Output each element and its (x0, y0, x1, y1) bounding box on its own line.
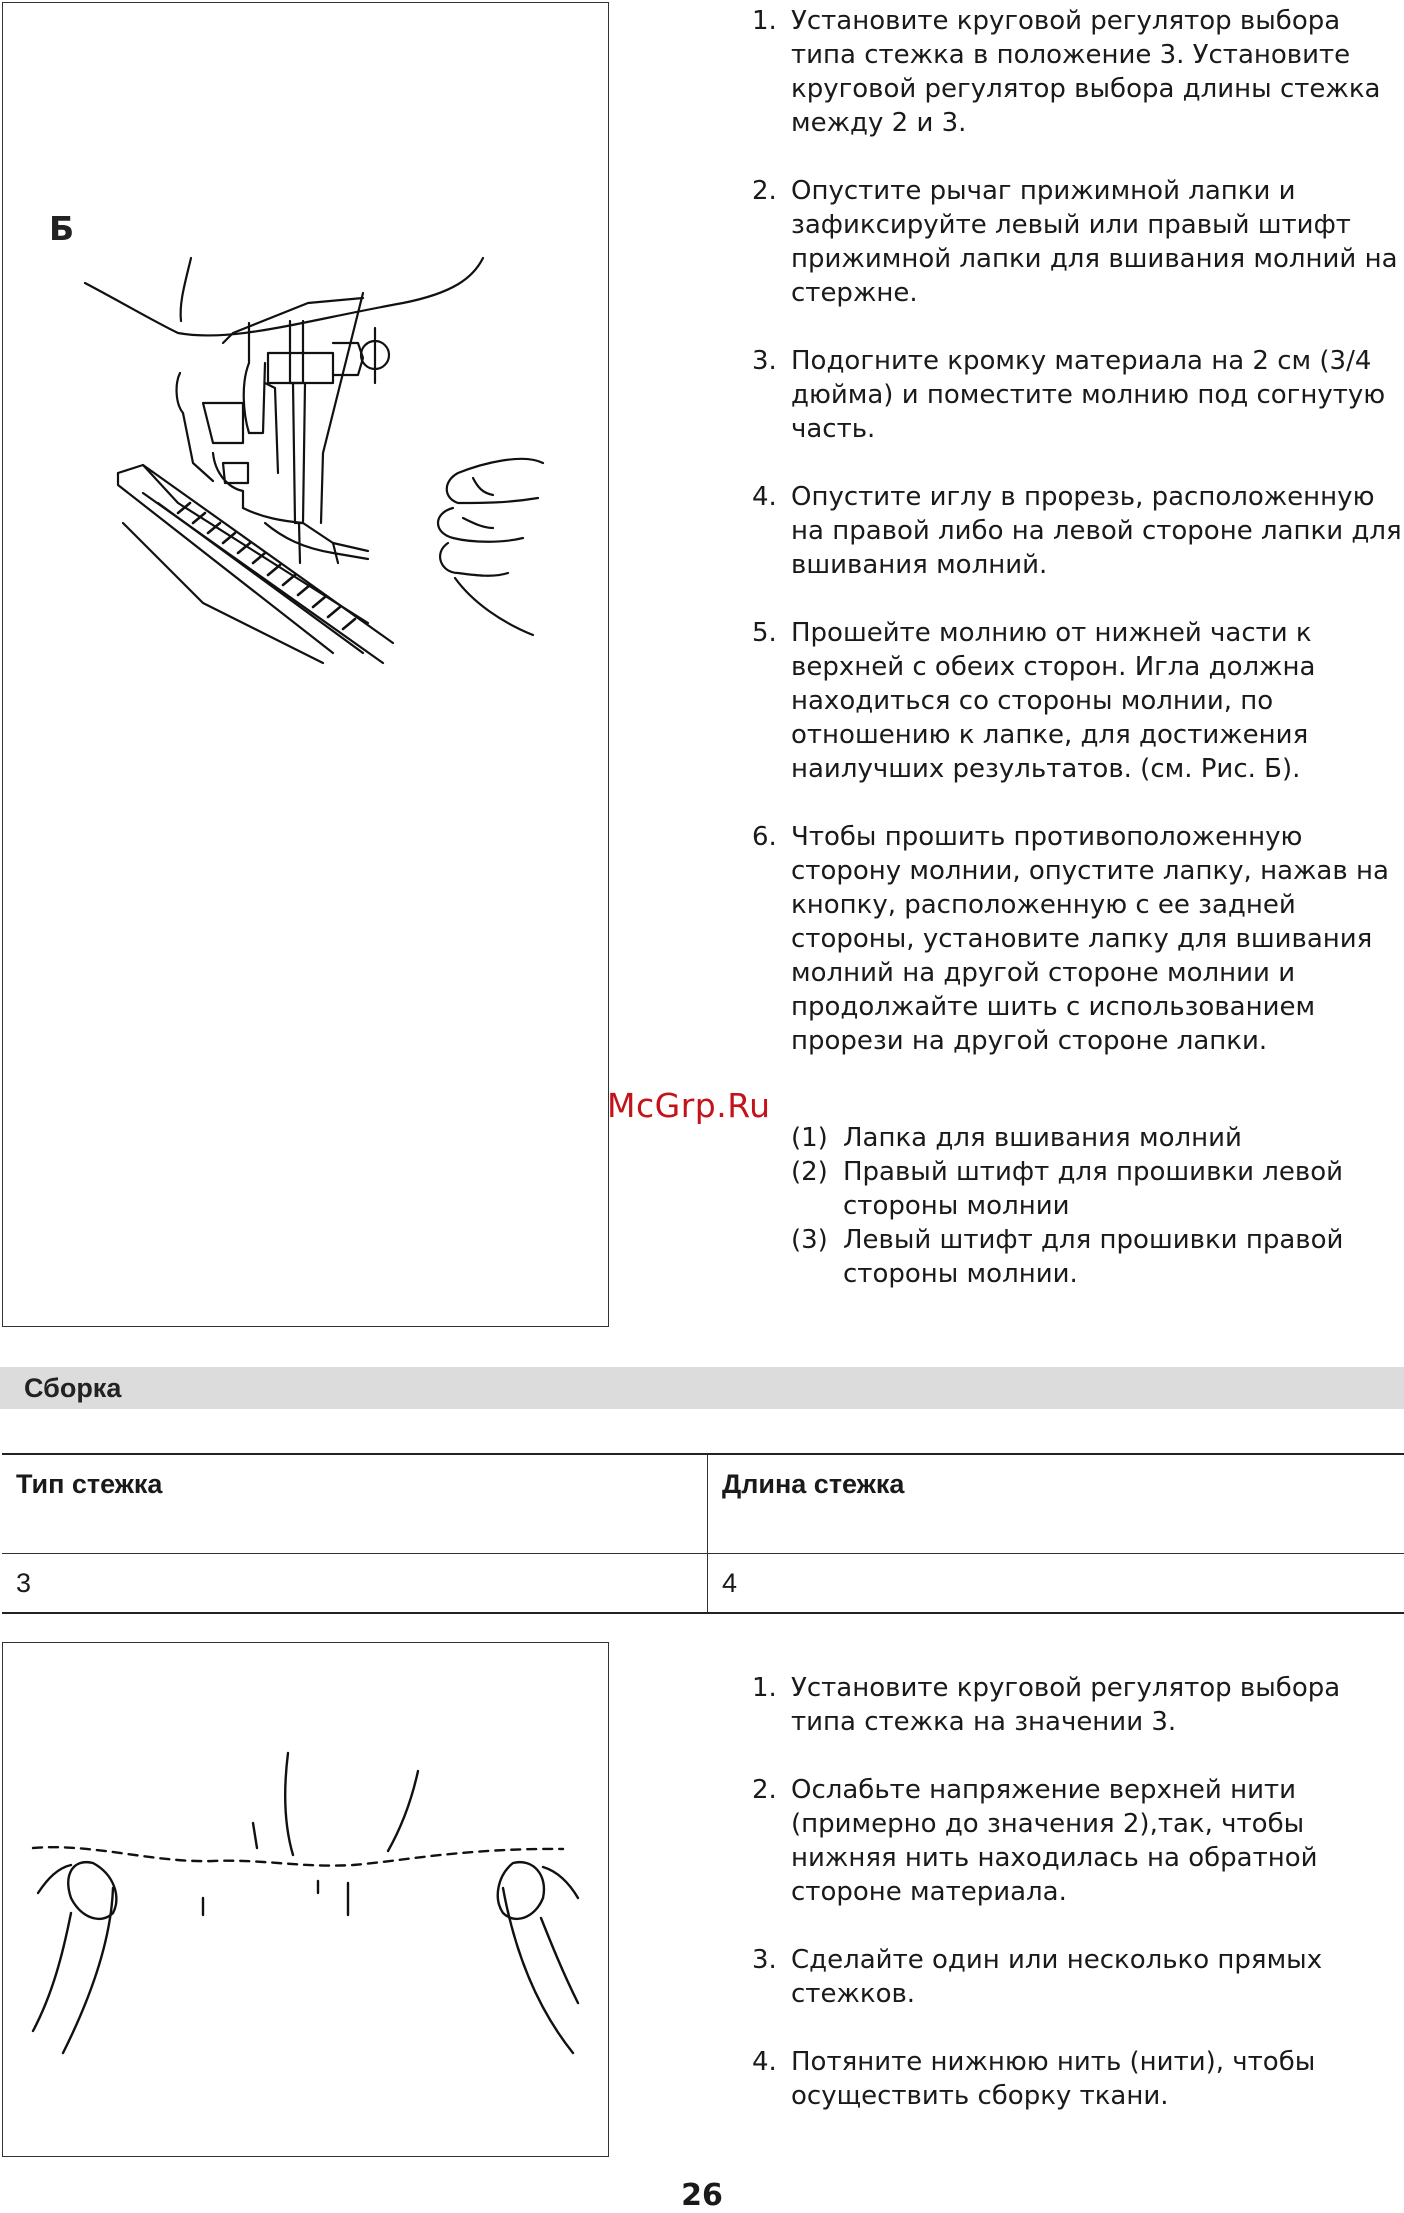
table-header-row (2, 1454, 1404, 1554)
section-header (0, 1367, 1404, 1409)
parts-legend (791, 1121, 1404, 1291)
step-text: Прошейте молнию от нижней части к верхней с обеих сторон. Игла должна находиться со стороны молнии, по отношению к лапке, для достижения наилучших результатов. (см. Рис. Б). (791, 618, 1316, 784)
section-title: Сборка (24, 1373, 122, 1403)
zipper-foot-figure (2, 2, 609, 1327)
page-number: 26 (681, 2178, 723, 2213)
list-item: 6. Чтобы прошить противоположенную сторону молнии, опустите лапку, нажав на кнопку, расположенную с ее задней стороны, установите лапку для вшивания молний на другой стороне молнии и продолжайте шить с использованием прорези на другой стороне лапки. (752, 822, 1389, 1056)
part-item: (2) Правый штифт для прошивки левой стороны молнии (791, 1157, 1344, 1221)
stitch-settings-table (2, 1453, 1404, 1614)
list-item: 4. Опустите иглу в прорезь, расположенную на правой либо на левой стороне лапки для вшивания молний. (752, 482, 1402, 580)
step-text: Сделайте один или несколько прямых стежков. (791, 1945, 1323, 2009)
list-item: 5. Прошейте молнию от нижней части к верхней с обеих сторон. Игла должна находиться со стороны молнии, по отношению к лапке, для достижения наилучших результатов. (см. Рис. Б). (752, 618, 1316, 784)
table-cell: 4 (708, 1554, 1404, 1614)
figure-label: Б (49, 209, 75, 248)
step-text: Потяните нижнюю нить (нити), чтобы осуществить сборку ткани. (791, 2047, 1316, 2111)
table-cell: 3 (2, 1554, 708, 1614)
step-text: Ослабьте напряжение верхней нити (примерно до значения 2),так, чтобы нижняя нить находилась на обратной стороне материала. (791, 1775, 1318, 1907)
list-item: 2. Опустите рычаг прижимной лапки и зафиксируйте левый или правый штифт прижимной лапки для вшивания молний на стержне. (752, 176, 1398, 308)
list-item: 1. Установите круговой регулятор выбора типа стежка в положение 3. Установите круговой регулятор выбора длины стежка между 2 и 3. (752, 6, 1381, 138)
table-row (2, 1554, 1404, 1614)
column-header: Длина стежка (708, 1454, 1404, 1554)
zipper-steps-list (752, 4, 1404, 1092)
part-item: (1) Лапка для вшивания молний (791, 1123, 1242, 1153)
list-item: 1. Установите круговой регулятор выбора типа стежка на значении 3. (752, 1673, 1341, 1737)
list-item: 4. Потяните нижнюю нить (нити), чтобы осуществить сборку ткани. (752, 2047, 1316, 2111)
step-text: Чтобы прошить противоположенную сторону молнии, опустите лапку, нажав на кнопку, расположенную с ее задней стороны, установите лапку для вшивания молний на другой стороне молнии и продолжайте шить с использованием прорези на другой стороне лапки. (791, 822, 1389, 1056)
list-item: 2. Ослабьте напряжение верхней нити (примерно до значения 2),так, чтобы нижняя нить находилась на обратной стороне материала. (752, 1775, 1318, 1907)
watermark: McGrp.Ru (607, 1086, 771, 1125)
column-header: Тип стежка (2, 1454, 708, 1554)
zipper-foot-illustration (3, 3, 610, 1328)
step-text: Установите круговой регулятор выбора типа стежка на значении 3. (791, 1673, 1341, 1737)
list-item: 3. Сделайте один или несколько прямых стежков. (752, 1945, 1323, 2009)
step-text: Подогните кромку материала на 2 см (3/4 дюйма) и поместите молнию под согнутую часть. (791, 346, 1386, 444)
step-text: Опустите рычаг прижимной лапки и зафиксируйте левый или правый штифт прижимной лапки для вшивания молний на стержне. (791, 176, 1398, 308)
step-text: Опустите иглу в прорезь, расположенную на правой либо на левой стороне лапки для вшивания молний. (791, 482, 1402, 580)
gathering-steps-list (752, 1671, 1404, 2147)
list-item: 3. Подогните кромку материала на 2 см (3/4 дюйма) и поместите молнию под согнутую часть. (752, 346, 1386, 444)
gathering-illustration (3, 1643, 610, 2158)
part-item: (3) Левый штифт для прошивки правой стороны молнии. (791, 1225, 1344, 1289)
gathering-figure (2, 1642, 609, 2157)
step-text: Установите круговой регулятор выбора типа стежка в положение 3. Установите круговой регулятор выбора длины стежка между 2 и 3. (791, 6, 1381, 138)
